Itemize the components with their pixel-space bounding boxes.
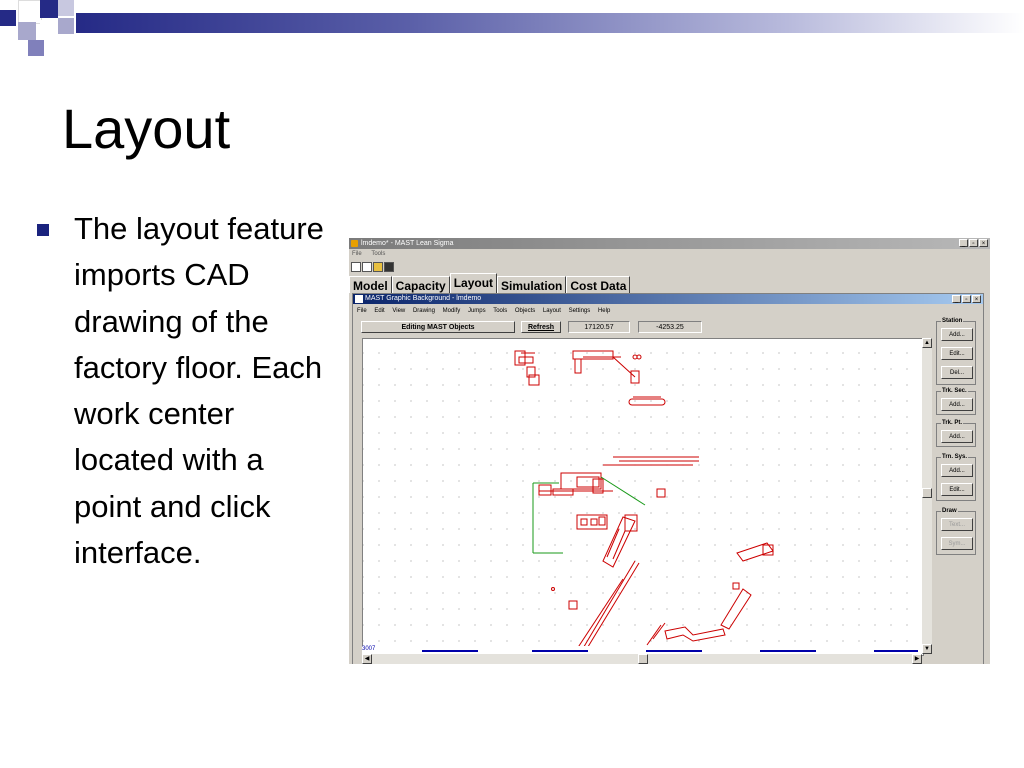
restore-button[interactable]: ▫ xyxy=(969,239,978,247)
graphic-window xyxy=(352,293,984,664)
menu-file[interactable]: File xyxy=(352,251,362,257)
coord-y-field: -4253.25 xyxy=(638,321,702,333)
close-button[interactable]: × xyxy=(979,239,988,247)
bullet-text: The layout feature imports CAD drawing of the factory floor. Each work center located with a point and click interface. xyxy=(74,211,324,571)
trk-sec-group xyxy=(936,388,976,415)
tab-model[interactable]: Model xyxy=(349,276,392,293)
scroll-down-button[interactable]: ▼ xyxy=(922,644,932,654)
tab-cost-data[interactable]: Cost Data xyxy=(566,276,630,293)
ruler-value: 3007 xyxy=(362,646,376,652)
trk-sec-label: Trk. Sec. xyxy=(942,388,967,394)
scroll-up-button[interactable]: ▲ xyxy=(922,338,932,348)
app-toolbar xyxy=(351,262,394,272)
bullet-icon xyxy=(37,224,49,236)
menu-tools[interactable]: Tools xyxy=(493,308,508,314)
horizontal-scrollbar[interactable] xyxy=(362,654,922,664)
trn-sys-add-button[interactable]: Add... xyxy=(941,464,973,477)
tab-simulation[interactable]: Simulation xyxy=(497,276,566,293)
slide-title: Layout xyxy=(62,97,231,160)
menu-layout[interactable]: Layout xyxy=(542,308,561,314)
station-edit-button[interactable]: Edit... xyxy=(941,347,973,360)
app-menubar xyxy=(349,249,390,260)
graphic-window-title: MAST Graphic Background - lmdemo xyxy=(365,295,482,302)
minimize-button[interactable]: _ xyxy=(959,239,968,247)
station-label: Station xyxy=(942,318,963,324)
coord-x-field: 17120.57 xyxy=(568,321,630,333)
trk-pt-add-button[interactable]: Add... xyxy=(941,430,973,443)
trn-sys-group xyxy=(936,454,976,501)
horizontal-scroll-thumb[interactable] xyxy=(638,654,648,664)
editing-mast-objects-button[interactable]: Editing MAST Objects xyxy=(361,321,515,333)
inner-minimize-button[interactable]: _ xyxy=(952,295,961,303)
station-add-button[interactable]: Add... xyxy=(941,328,973,341)
graphic-menubar xyxy=(357,306,616,316)
draw-text-button[interactable]: Text... xyxy=(941,518,973,531)
new-file-icon[interactable] xyxy=(351,262,361,272)
menu-view[interactable]: View xyxy=(392,308,406,314)
cad-drawing xyxy=(363,339,923,655)
trk-pt-group xyxy=(936,420,976,447)
trk-sec-add-button[interactable]: Add... xyxy=(941,398,973,411)
station-group xyxy=(936,318,976,385)
app-titlebar xyxy=(349,238,990,249)
copy-icon[interactable] xyxy=(362,262,372,272)
app-title: lmdemo* - MAST Lean Sigma xyxy=(361,240,454,247)
scroll-right-button[interactable]: ▶ xyxy=(912,654,922,664)
scroll-left-button[interactable]: ◀ xyxy=(362,654,372,664)
graphic-window-icon xyxy=(355,295,363,303)
main-tabs xyxy=(349,276,630,293)
open-folder-icon[interactable] xyxy=(373,262,383,272)
menu-objects[interactable]: Objects xyxy=(514,308,536,314)
menu-file[interactable]: File xyxy=(357,308,367,314)
save-icon[interactable] xyxy=(384,262,394,272)
object-panel xyxy=(936,317,980,557)
app-screenshot xyxy=(349,238,990,664)
menu-settings[interactable]: Settings xyxy=(568,308,591,314)
trk-pt-label: Trk. Pt. xyxy=(942,420,963,426)
app-icon xyxy=(351,240,358,247)
menu-tools[interactable]: Tools xyxy=(371,251,386,257)
menu-drawing[interactable]: Drawing xyxy=(412,308,435,314)
menu-jumps[interactable]: Jumps xyxy=(467,308,486,314)
bottom-ruler xyxy=(362,646,922,654)
trn-sys-label: Trn. Sys. xyxy=(942,454,968,460)
vertical-scroll-thumb[interactable] xyxy=(922,488,932,498)
cad-canvas[interactable] xyxy=(362,338,924,656)
tab-capacity[interactable]: Capacity xyxy=(392,276,450,293)
inner-restore-button[interactable]: ▫ xyxy=(962,295,971,303)
tab-layout[interactable]: Layout xyxy=(450,273,497,293)
draw-group xyxy=(936,508,976,555)
inner-close-button[interactable]: × xyxy=(972,295,981,303)
refresh-button[interactable]: Refresh xyxy=(521,321,561,333)
station-del-button[interactable]: Del... xyxy=(941,366,973,379)
slide-decoration xyxy=(0,0,1024,70)
vertical-scrollbar[interactable] xyxy=(922,338,932,654)
graphic-window-titlebar xyxy=(353,294,983,304)
trn-sys-edit-button[interactable]: Edit... xyxy=(941,483,973,496)
draw-sym-button[interactable]: Sym... xyxy=(941,537,973,550)
menu-modify[interactable]: Modify xyxy=(442,308,461,314)
menu-edit[interactable]: Edit xyxy=(374,308,385,314)
draw-label: Draw xyxy=(942,508,957,514)
menu-help[interactable]: Help xyxy=(597,308,611,314)
